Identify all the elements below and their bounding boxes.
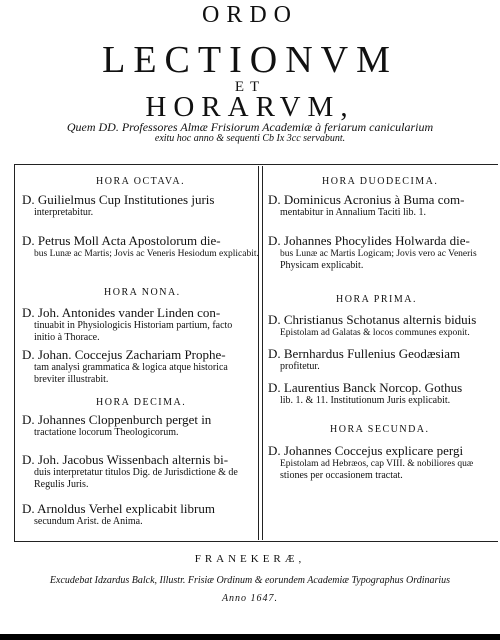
imprint-year: Anno 1647. xyxy=(221,593,279,604)
subtitle-line-1: Quem DD. Professores Almæ Frisiorum Academiæ à feriarum canicularium xyxy=(66,120,434,134)
heading-hora-duodecima: HORA DUODECIMA. xyxy=(322,176,439,187)
lecture-entry: D. Dominicus Acronius à Buma com- mentabitur in Annalium Taciti lib. 1. xyxy=(268,192,465,218)
lecture-entry: D. Johannes Phocylides Holwarda die- bus Lunæ ac Martis Logicam; Jovis vero ac Veneris Physicam explicabit. xyxy=(268,233,477,271)
lecture-entry: D. Johannes Cloppenburch perget in tractatione locorum Theologicorum. xyxy=(22,412,212,438)
heading-hora-nona: HORA NONA. xyxy=(104,287,181,298)
lecture-entry: D. Christianus Schotanus alternis biduis Epistolam ad Galatas & locos communes exponit. xyxy=(268,312,477,338)
lecture-entry: D. Petrus Moll Acta Apostolorum die- bus Lunæ ac Martis; Jovis ac Veneris Hesiodum explicabit. xyxy=(22,233,259,259)
title-lectionum: LECTIONVM xyxy=(102,39,398,81)
title-horarum: HORARVM, xyxy=(145,91,355,123)
lecture-entry: D. Johannes Coccejus explicare pergi Epistolam ad Hebræos, cap VIII. & nobiliores quæ stiones per occasionem tractat. xyxy=(268,443,474,481)
lecture-entry: D. Joh. Antonides vander Linden con- tinuabit in Physiologicis Historiam partium, facto initio à Thorace. xyxy=(22,305,233,343)
heading-hora-decima: HORA DECIMA. xyxy=(96,397,187,408)
lecture-entry: D. Laurentius Banck Norcop. Gothus lib. 1. & 11. Institutionum Juris explicabit. xyxy=(268,380,463,406)
title-ordo: ORDO xyxy=(201,2,298,28)
column-divider xyxy=(258,166,259,540)
imprint-place: FRANEKERÆ, xyxy=(194,553,306,565)
lecture-entry: D. Bernhardus Fullenius Geodæsiam profitetur. xyxy=(268,346,461,372)
lecture-entry: D. Johan. Coccejus Zachariam Prophe- tam analysi grammatica & logica atque historica breviter illustrabit. xyxy=(22,347,228,385)
lecture-entry: D. Guilielmus Cup Institutiones juris interpretabitur. xyxy=(22,192,215,218)
heading-hora-octava: HORA OCTAVA. xyxy=(96,176,186,187)
lecture-entry: D. Arnoldus Verhel explicabit librum secundum Arist. de Anima. xyxy=(22,501,215,527)
imprint-printer: Excudebat Idzardus Balck, Illustr. Frisiæ Ordinum & eorundem Academiæ Typographus Ordinarius xyxy=(49,575,451,586)
bottom-border xyxy=(0,634,500,640)
heading-hora-prima: HORA PRIMA. xyxy=(336,294,417,305)
subtitle-line-2: exitu hoc anno & sequenti Cb Ix 3cc servabunt. xyxy=(154,133,346,144)
lecture-entry: D. Joh. Jacobus Wissenbach alternis bi- duis interpretatur titulos Dig. de Jurisdictione & de Regulis Juris. xyxy=(22,452,238,490)
heading-hora-secunda: HORA SECUNDA. xyxy=(330,424,430,435)
title-et: ET xyxy=(234,79,266,95)
column-divider-2 xyxy=(262,166,263,540)
